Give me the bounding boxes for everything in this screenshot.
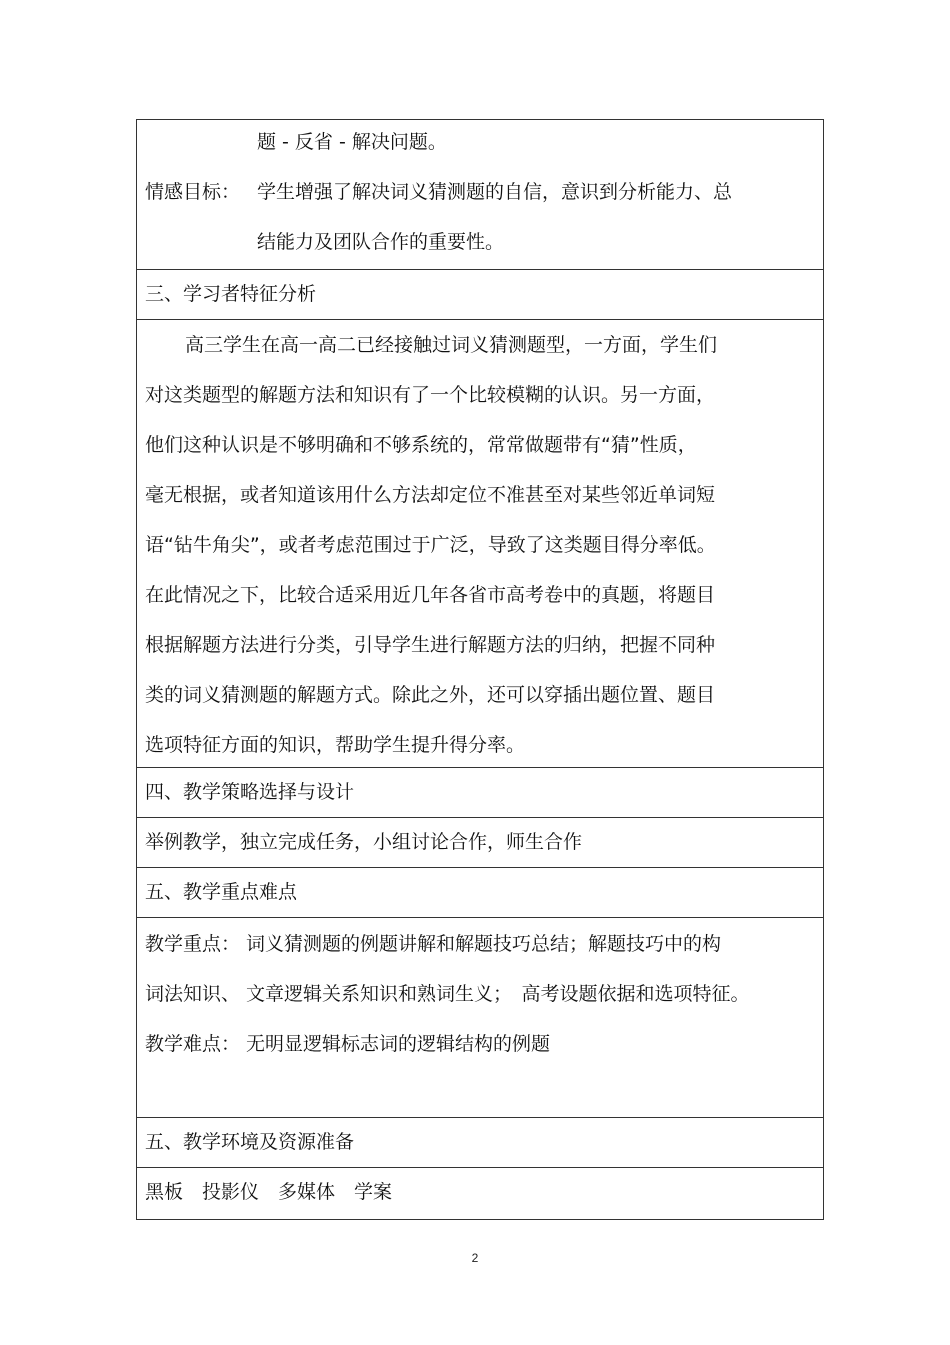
learner-analysis-row (137, 320, 823, 768)
objective-continuation: 题 - 反省 - 解决问题。 (257, 131, 447, 153)
emotion-objective-line-1: 学生增强了解决词义猜测题的自信，意识到分析能力、总 (257, 181, 733, 203)
paragraph-line: 语“钻牛角尖”，或者考虑范围过于广泛，导致了这类题目得分率低。 (145, 534, 716, 556)
resources-content: 黑板 投影仪 多媒体 学案 (145, 1181, 393, 1203)
paragraph-line: 对这类题型的解题方法和知识有了一个比较模糊的认识。另一方面， (145, 384, 716, 406)
emotion-objective-label: 情感目标： (145, 181, 241, 203)
strategy-content: 举例教学，独立完成任务，小组讨论合作，师生合作 (145, 831, 583, 853)
paragraph-line: 毫无根据，或者知道该用什么方法却定位不准甚至对某些邻近单词短 (145, 484, 716, 506)
difficult-point-line: 教学难点： 无明显逻辑标志词的逻辑结构的例题 (145, 1033, 551, 1055)
paragraph-line: 高三学生在高一高二已经接触过词义猜测题型，一方面，学生们 (185, 334, 718, 356)
section-heading: 五、教学环境及资源准备 (145, 1131, 355, 1153)
section-resources-heading-row (137, 1118, 823, 1168)
paragraph-line: 根据解题方法进行分类，引导学生进行解题方法的归纳，把握不同种 (145, 634, 716, 656)
section-keypoints-heading-row (137, 868, 823, 918)
keypoints-content-row (137, 918, 823, 1118)
resources-content-row (137, 1168, 823, 1219)
paragraph-line: 他们这种认识是不够明确和不够系统的，常常做题带有“猜”性质， (145, 434, 697, 456)
emotion-objective-line-2: 结能力及团队合作的重要性。 (257, 231, 505, 253)
lesson-plan-table (136, 119, 824, 1220)
objectives-row (137, 120, 823, 270)
section-heading: 五、教学重点难点 (145, 881, 298, 903)
key-point-line-1: 教学重点： 词义猜测题的例题讲解和解题技巧总结；解题技巧中的构 (145, 933, 722, 955)
section-heading: 四、教学策略选择与设计 (145, 781, 355, 803)
page-number: 2 (471, 1251, 479, 1265)
key-point-line-2: 词法知识、 文章逻辑关系知识和熟词生义； 高考设题依据和选项特征。 (145, 983, 750, 1005)
section-strategy-heading-row (137, 768, 823, 818)
strategy-content-row (137, 818, 823, 868)
paragraph-line: 类的词义猜测题的解题方式。除此之外，还可以穿插出题位置、题目 (145, 684, 716, 706)
paragraph-line: 选项特征方面的知识，帮助学生提升得分率。 (145, 734, 526, 756)
paragraph-line: 在此情况之下，比较合适采用近几年各省市高考卷中的真题，将题目 (145, 584, 716, 606)
section-heading: 三、学习者特征分析 (145, 283, 317, 305)
section-learner-heading-row (137, 270, 823, 320)
